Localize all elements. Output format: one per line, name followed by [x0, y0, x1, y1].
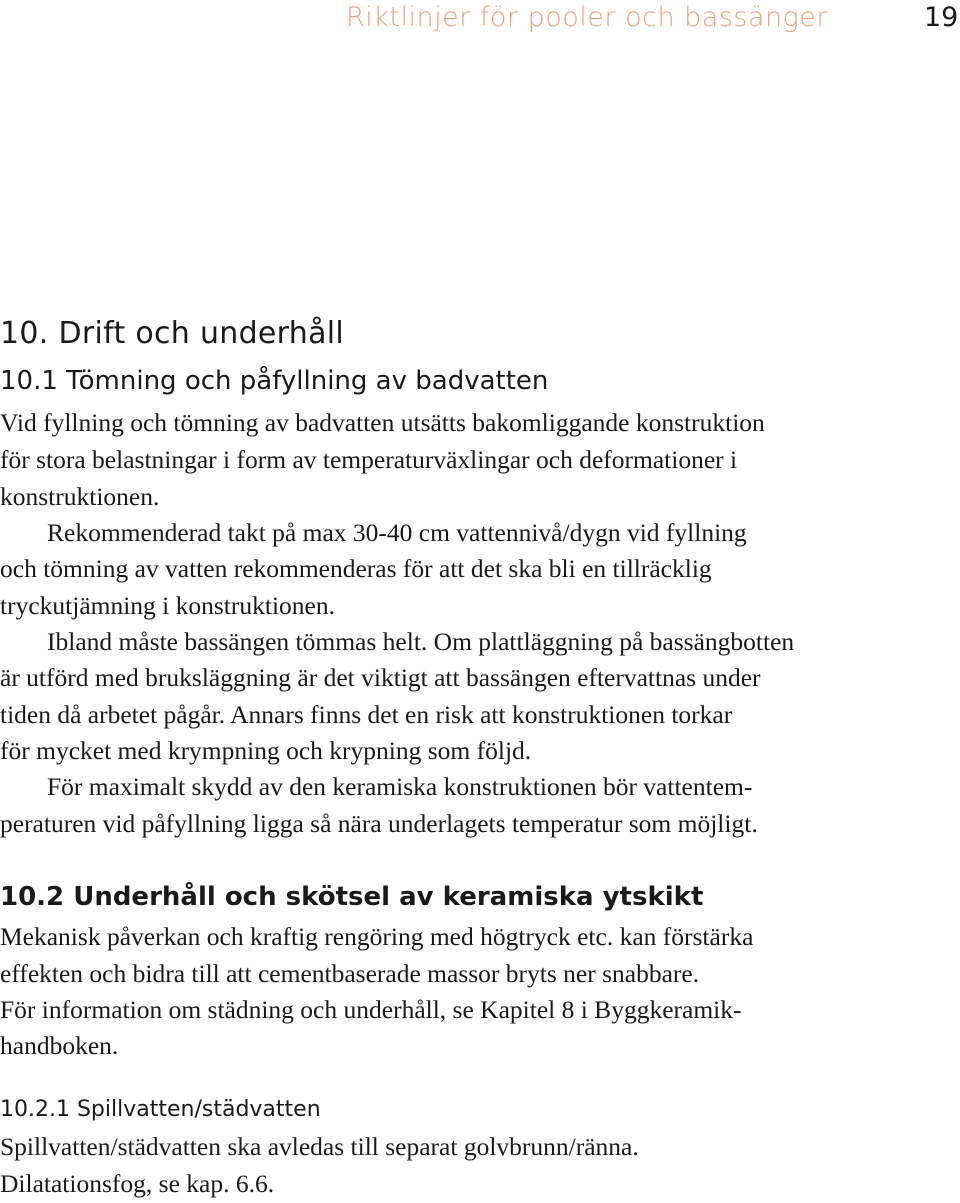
paragraph-line: effekten och bidra till att cementbaserade massor bryts ner snabbare.: [0, 959, 700, 988]
paragraph-line: Vid fyllning och tömning av badvatten utsätts bakomliggande konstruktion: [0, 408, 765, 437]
subsection-heading-10-2-1: 10.2.1 Spillvatten/städvatten: [0, 1097, 321, 1122]
chapter-heading: 10. Drift och underhåll: [0, 316, 345, 351]
paragraph-line: Mekanisk påverkan och kraftig rengöring med högtryck etc. kan förstärka: [0, 922, 754, 951]
paragraph-line: är utförd med bruksläggning är det viktigt att bassängen eftervattnas under: [0, 663, 761, 692]
paragraph-line: Spillvatten/städvatten ska avledas till separat golvbrunn/ränna.: [0, 1132, 639, 1161]
section-heading-10-1: 10.1 Tömning och påfyllning av badvatten: [0, 366, 549, 396]
page-number: 19: [924, 2, 959, 33]
paragraph-line: För information om städning och underhåll, se Kapitel 8 i Byggkeramik-: [0, 995, 742, 1024]
paragraph-line: Ibland måste bassängen tömmas helt. Om plattläggning på bassängbotten: [47, 627, 795, 656]
paragraph-line: tiden då arbetet pågår. Annars finns det en risk att konstruktionen torkar: [0, 700, 733, 729]
paragraph-line: och tömning av vatten rekommenderas för att det ska bli en tillräcklig: [0, 554, 712, 583]
paragraph-line: Rekommenderad takt på max 30-40 cm vattennivå/dygn vid fyllning: [47, 518, 747, 547]
paragraph-line: för stora belastningar i form av temperaturväxlingar och deformationer i: [0, 445, 738, 474]
paragraph-line: för mycket med krympning och krypning som följd.: [0, 736, 532, 765]
paragraph-line: För maximalt skydd av den keramiska konstruktionen bör vattentem-: [47, 772, 753, 801]
paragraph-line: peraturen vid påfyllning ligga så nära underlagets temperatur som möjligt.: [0, 809, 758, 838]
running-header-title: Riktlinjer för pooler och bassänger: [346, 2, 829, 33]
paragraph-line: handboken.: [0, 1031, 119, 1060]
paragraph-line: Dilatationsfog, se kap. 6.6.: [0, 1169, 275, 1198]
section-heading-10-2: 10.2 Underhåll och skötsel av keramiska ytskikt: [0, 882, 704, 912]
paragraph-line: konstruktionen.: [0, 482, 160, 511]
paragraph-line: tryckutjämning i konstruktionen.: [0, 591, 335, 620]
